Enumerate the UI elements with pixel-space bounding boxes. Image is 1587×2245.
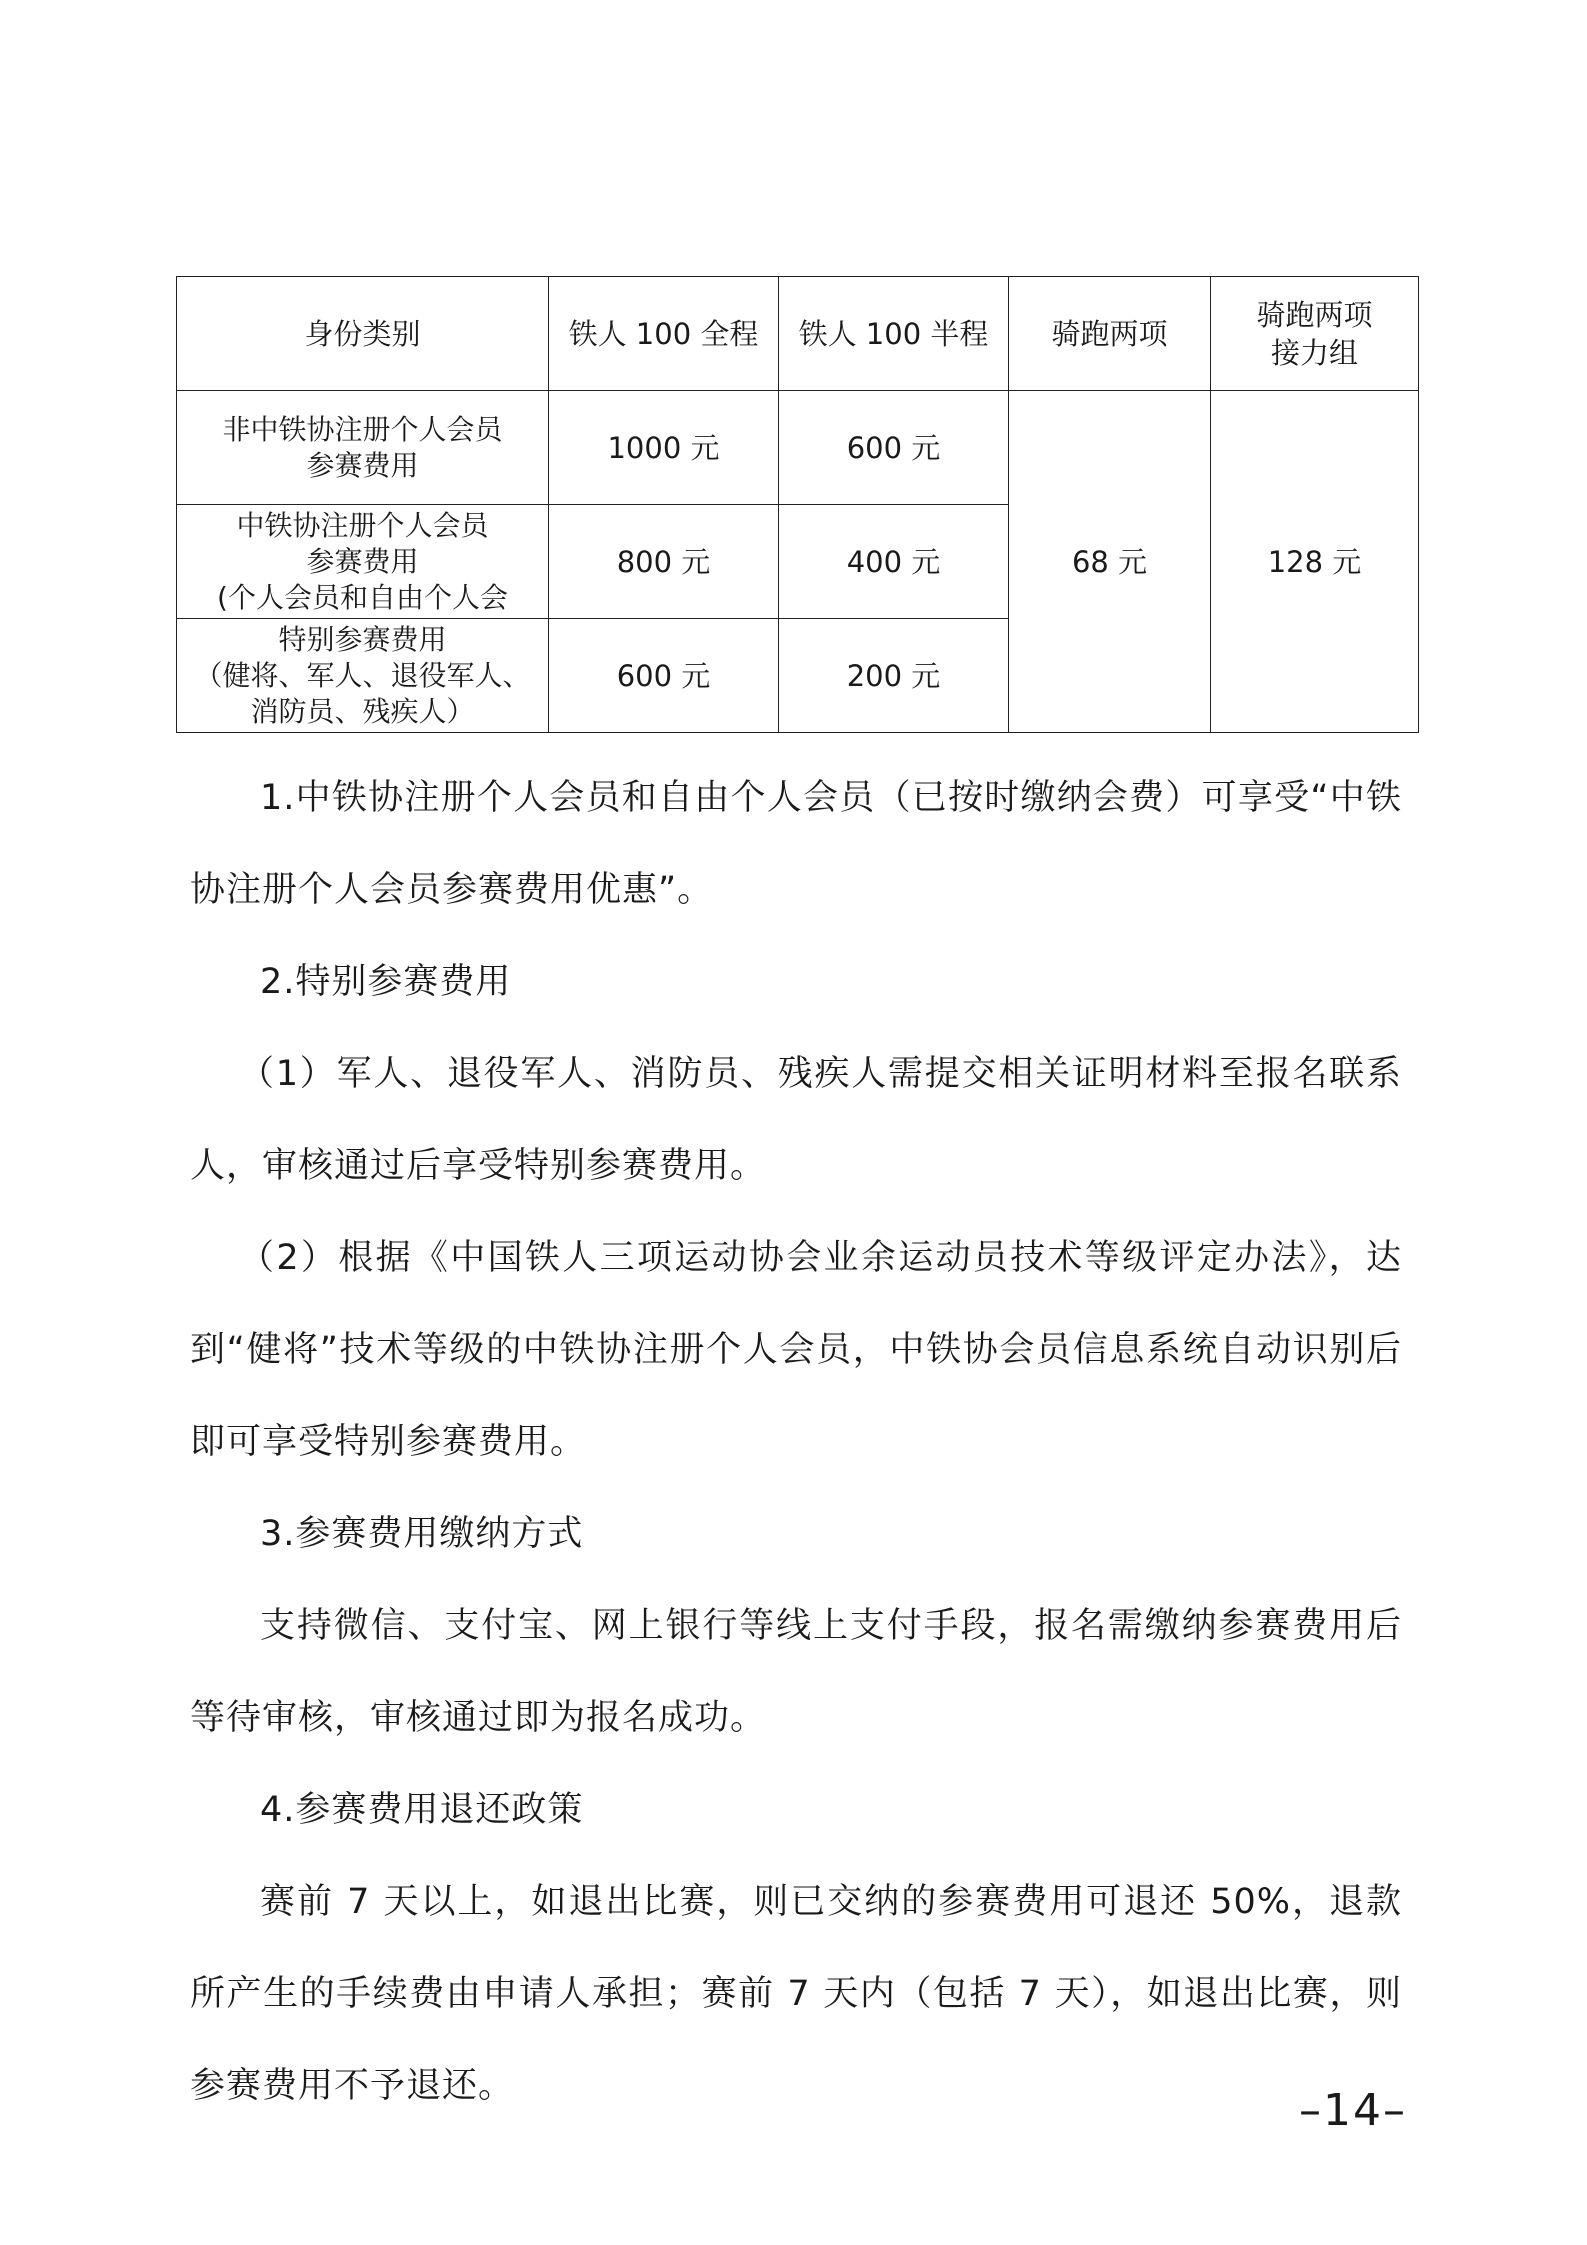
page-number: –14– xyxy=(1299,2085,1407,2136)
table-row xyxy=(177,391,1419,505)
heading-payment-method: 3.参赛费用缴纳方式 xyxy=(260,1514,584,1554)
paragraph-special-fee-1: （1）军人、退役军人、消防员、残疾人需提交相关证明材料至报名联系人，审核通过后享受特别参赛费用。 xyxy=(190,1054,1402,1186)
row-half-fee: 200 元 xyxy=(779,619,1009,733)
row-half-fee: 400 元 xyxy=(779,505,1009,619)
row-full-fee: 1000 元 xyxy=(549,391,779,505)
header-category: 身份类别 xyxy=(177,277,549,391)
paragraph-member-discount: 1.中铁协注册个人会员和自由个人会员（已按时缴纳会费）可享受“中铁协注册个人会员参赛费用优惠”。 xyxy=(190,778,1402,910)
row-full-fee: 600 元 xyxy=(549,619,779,733)
ride-run-relay-fee: 128 元 xyxy=(1211,391,1419,733)
heading-refund-policy: 4.参赛费用退还政策 xyxy=(260,1790,584,1830)
paragraph-special-fee-2: （2）根据《中国铁人三项运动协会业余运动员技术等级评定办法》，达到“健将”技术等级的中铁协注册个人会员，中铁协会员信息系统自动识别后即可享受特别参赛费用。 xyxy=(190,1238,1402,1462)
paragraph-payment-method: 支持微信、支付宝、网上银行等线上支付手段，报名需缴纳参赛费用后等待审核，审核通过即为报名成功。 xyxy=(190,1606,1402,1738)
paragraph-refund-policy: 赛前 7 天以上，如退出比赛，则已交纳的参赛费用可退还 50%，退款所产生的手续费由申请人承担；赛前 7 天内（包括 7 天），如退出比赛，则参赛费用不予退还。 xyxy=(190,1882,1402,2106)
fee-table xyxy=(176,276,1419,733)
header-half-distance: 铁人 100 半程 xyxy=(779,277,1009,391)
header-full-distance: 铁人 100 全程 xyxy=(549,277,779,391)
header-ride-run: 骑跑两项 xyxy=(1009,277,1211,391)
row-half-fee: 600 元 xyxy=(779,391,1009,505)
row-full-fee: 800 元 xyxy=(549,505,779,619)
row-category: 非中铁协注册个人会员 参赛费用 xyxy=(177,391,549,505)
row-category: 特别参赛费用 （健将、军人、退役军人、 消防员、残疾人） xyxy=(177,619,549,733)
body-text xyxy=(190,752,1402,2132)
ride-run-fee: 68 元 xyxy=(1009,391,1211,733)
fee-table-header-row xyxy=(177,277,1419,391)
heading-special-fee: 2.特别参赛费用 xyxy=(260,962,512,1002)
row-category: 中铁协注册个人会员 参赛费用 (个人会员和自由个人会 xyxy=(177,505,549,619)
header-ride-run-relay: 骑跑两项 接力组 xyxy=(1211,277,1419,391)
